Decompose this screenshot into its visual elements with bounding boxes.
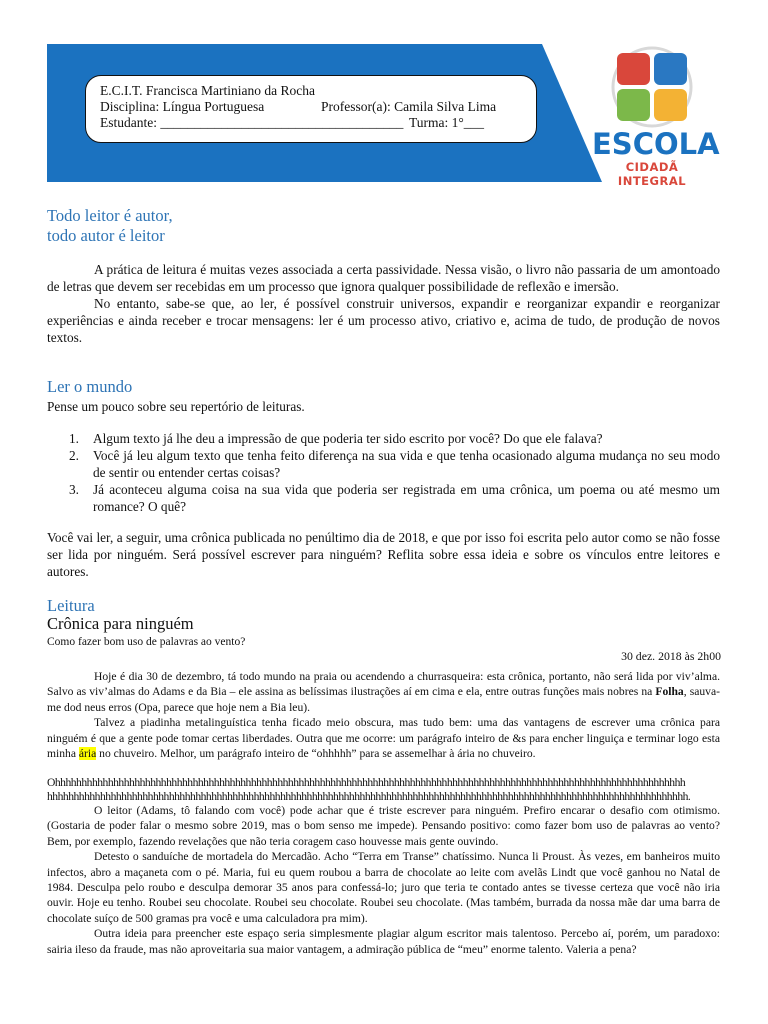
highlighted-word: ária <box>78 747 97 761</box>
section-title-ler-o-mundo: Ler o mundo <box>47 377 133 396</box>
paragraph: Outra ideia para preencher este espaço seria simplesmente plagiar algum escritor mais talentoso. Percebo aí, porém, um paradoxo: sairia ileso da fraude, mas não aproveitaria sua maior vantagem, a admiração pública de “meu” enorme talento. Valeria a pena? <box>47 927 720 956</box>
section-title-leitor-autor <box>47 206 447 246</box>
paragraph: No entanto, sabe-se que, ao ler, é possível construir universos, expandir e reorganizar expandir e reorganizar experiências e ainda receber e trocar mensagens: ler é um processo ativo, criativo e, acima de tudo, de produção de novos textos. <box>47 296 720 345</box>
title-line-1: Todo leitor é autor, <box>47 206 173 225</box>
section-title-leitura: Leitura <box>47 596 95 615</box>
reading-intro: Você vai ler, a seguir, uma crônica publicada no penúltimo dia de 2018, e que por isso foi escrita pelo autor como se não fosse ser lida por ninguém. Será possível escrever para ninguém? Reflita sobre essa ideia e sobre os vínculos entre leitores e autores. <box>47 530 720 579</box>
oh-paragraph <box>47 776 720 804</box>
chronicle-body-top <box>47 669 720 761</box>
class-field: Turma: 1°___ <box>409 115 485 130</box>
folha-bold: Folha <box>655 685 684 699</box>
student-field: Estudante: ____________________________________ <box>100 115 404 130</box>
logo-subtitle: CIDADÃ INTEGRAL <box>617 160 687 188</box>
paragraph: A prática de leitura é muitas vezes associada a certa passividade. Nessa visão, o livro não passaria de um amontoado de letras que devem ser recebidas em um processo que ignora qualquer possibilidade de reflexão e imersão. <box>47 262 720 294</box>
question-list <box>47 430 720 515</box>
list-item: 2. Você já leu algum texto que tenha feito diferença na sua vida e que tenha ocasionado alguma mudança no seu modo de sentir ou entender certas coisas? <box>69 448 720 480</box>
logo-symbol-icon <box>592 46 712 130</box>
intro-paragraphs <box>47 261 720 346</box>
paragraph: Detesto o sanduíche de mortadela do Mercadão. Acho “Terra em Transe” chatíssimo. Nunca li Proust. Às vezes, em banheiros muito infectos, abro a maçaneta com o pé. Maria, fui eu quem roubou a barra de chocolate ao leite com avelãs Lindt que você ganhou no Natal de 1984. Desculpa pelo roubo e desculpa demorar 35 anos para confessá-lo; juro que teria te contado antes se tivesse certeza que você não iria ouvir. Hoje eu tenho. Roubei seu chocolate. Roubei seu chocolate. Roubei seu chocolate. (Mas também, burrada da nossa mãe dar uma barra de chocolate suíço de 500 gramas pra você e uma calculadora pra mim). <box>47 850 720 925</box>
oh-line-1: Ohhhhhhhhhhhhhhhhhhhhhhhhhhhhhhhhhhhhhhhhhhhhhhhhhhhhhhhhhhhhhhhhhhhhhhhhhhhhhhhhhhhhhhhhhhhhhhhhhhhhhhhhhhhhhhhhhhhhhhh <box>47 776 686 789</box>
paragraph: O leitor (Adams, tô falando com você) pode achar que é triste escrever para ninguém. Prefiro encarar o desafio com otimismo. (Gostaria de poder falar o mesmo sobre 2019, mas o bom senso me impede). Pensando positivo: como fazer bom uso de palavras ao vento? Bem, por exemplo, fazendo revelações que não teria coragem caso houvesse mais gente ouvindo. <box>47 804 720 848</box>
list-item: 3. Já aconteceu alguma coisa na sua vida que poderia ser registrada em uma crônica, um poema ou até mesmo um romance? O quê? <box>69 482 720 514</box>
chronicle-title: Crônica para ninguém <box>47 614 194 633</box>
title-line-2: todo autor é leitor <box>47 226 165 245</box>
escola-cidada-logo <box>592 46 720 188</box>
school-info-box <box>85 75 537 143</box>
section-intro: Pense um pouco sobre seu repertório de leituras. <box>47 399 305 414</box>
discipline-label: Disciplina: Língua Portuguesa <box>100 99 265 114</box>
chronicle-subtitle: Como fazer bom uso de palavras ao vento? <box>47 636 246 648</box>
paragraph: Hoje é dia 30 de dezembro, tá todo mundo na praia ou acendendo a churrasqueira: esta crônica, portanto, não será lida por viv’alma. Salvo as viv’almas do Adams e da Bia – ele assina as belíssimas ilustrações aí em cima e ela, entre outras funções mais nobres na Folha, sauva-me dod neus erros (Opa, parece que hoje nem a Bia leu). <box>47 670 720 714</box>
list-item: 1. Algum texto já lhe deu a impressão de que poderia ter sido escrito por você? Do que ele falava? <box>69 431 603 446</box>
oh-line-2: hhhhhhhhhhhhhhhhhhhhhhhhhhhhhhhhhhhhhhhhhhhhhhhhhhhhhhhhhhhhhhhhhhhhhhhhhhhhhhhhhhhhhhhhhhhhhhhhhhhhhhhhhhhhhhhhhhhhhhhhh. <box>47 790 691 803</box>
chronicle-date: 30 dez. 2018 às 2h00 <box>621 649 721 663</box>
teacher-label: Professor(a): Camila Silva Lima <box>321 99 497 114</box>
logo-word: ESCOLA <box>592 127 720 161</box>
paragraph: Talvez a piadinha metalinguística tenha ficado meio obscura, mas tudo bem: uma das vantagens de escrever uma crônica para ninguém é que a gente pode tomar certas liberdades. Outra que me ocorre: um parágrafo inteiro de &s para encher linguiça e terminar logo esta minha ária no chuveiro. Melhor, um parágrafo inteiro de “ohhhhh” para se assemelhar à ária no chuveiro. <box>47 716 720 761</box>
school-name: E.C.I.T. Francisca Martiniano da Rocha <box>100 83 315 98</box>
chronicle-body-bottom <box>47 803 720 957</box>
header-banner <box>47 44 720 188</box>
